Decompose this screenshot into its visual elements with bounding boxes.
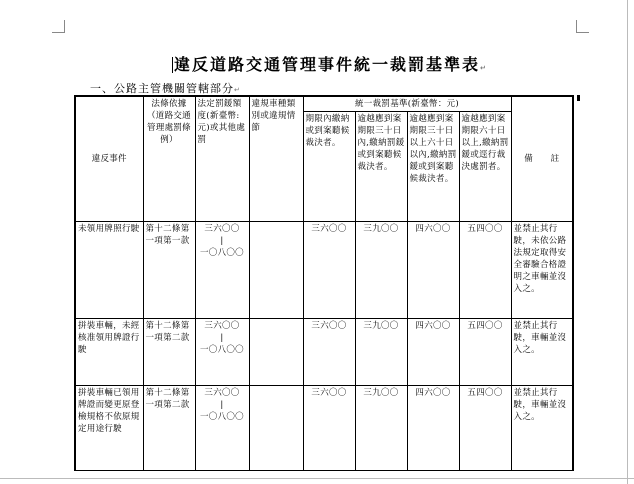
header-row [75,96,573,112]
title-text: 違反道路交通管理事件統一裁罰基準表 [174,55,481,74]
row-event: 未領用牌照行駛 [75,222,143,319]
subheader-over-60-days: 逾越應到案期限六十日以上,繳納罰鍰或逕行裁決處罰者。 [459,112,511,222]
section-text: 一、公路主管機關管轄部分 [90,82,234,95]
header-remark: 備 註 [511,96,573,222]
row-vehicle [249,319,303,386]
row-fine-30-to-60: 四六〇〇 [407,386,459,471]
row-fine-over-60: 五四〇〇 [459,386,511,471]
row-vehicle [249,222,303,319]
row-fine-on-time: 三六〇〇 [303,319,355,386]
section-heading [90,80,241,96]
row-remark: 並禁止其行駛，未依公路法規定取得安全審驗合格證明之車輛並沒入之。 [511,222,573,319]
fine-standard-table [74,95,574,471]
table-row [75,319,573,386]
row-fine-within-30: 三九〇〇 [355,319,407,386]
page-corner-mark-left [52,20,65,33]
row-event: 拼裝車輛已領用牌證而變更原登檢規格不依原規定用途行駛 [75,386,143,471]
row-remark: 並禁止其行駛，車輛並沒入之。 [511,319,573,386]
subheader-within-30-days: 逾越應到案期限三十日內,繳納罰鍰或到案聽候裁決者。 [355,112,407,222]
header-law: 法條依據（道路交通管理處罰條例） [143,96,195,222]
header-vehicle: 違規車種類別或違規情節 [249,96,303,222]
subheader-on-time: 期限內繳納或到案聽候裁決者。 [303,112,355,222]
text-cursor [172,57,173,73]
row-fine-30-to-60: 四六〇〇 [407,319,459,386]
page-edge-bottom [0,478,634,479]
row-law: 第十二條第一項第二款 [143,386,195,471]
header-fine: 法定罰鍰額度(新臺幣:元)或其他處罰 [195,96,249,222]
paragraph-mark: ↵ [234,86,241,94]
row-fine: 三六〇〇 | 一〇八〇〇 [195,222,249,319]
row-fine-on-time: 三六〇〇 [303,222,355,319]
row-event: 拼裝車輛，未經核准領用牌證行駛 [75,319,143,386]
row-fine: 三六〇〇 | 一〇八〇〇 [195,386,249,471]
row-law: 第十二條第一項第一款 [143,222,195,319]
row-fine-30-to-60: 四六〇〇 [407,222,459,319]
table-row [75,386,573,471]
row-remark: 並禁止其行駛，車輛並沒入之。 [511,386,573,471]
table-end-marker [577,95,580,101]
document-title[interactable] [172,52,488,75]
header-event: 違反事件 [75,96,143,222]
row-fine-over-60: 五四〇〇 [459,222,511,319]
row-fine-over-60: 五四〇〇 [459,319,511,386]
row-fine-within-30: 三九〇〇 [355,386,407,471]
row-vehicle [249,386,303,471]
row-fine: 三六〇〇 | 一〇八〇〇 [195,319,249,386]
page-edge-right [627,0,628,484]
page-corner-mark-right [576,20,589,33]
row-law: 第十二條第一項第二款 [143,319,195,386]
header-unified: 統一裁罰基準(新臺幣：元) [303,96,511,112]
paragraph-mark: ↵ [480,64,488,72]
row-fine-on-time: 三六〇〇 [303,386,355,471]
row-fine-within-30: 三九〇〇 [355,222,407,319]
subheader-30-to-60-days: 逾越應到案期限三十日以上六十日以內,繳納罰鍰或到案聽候裁決者。 [407,112,459,222]
table-row [75,222,573,319]
